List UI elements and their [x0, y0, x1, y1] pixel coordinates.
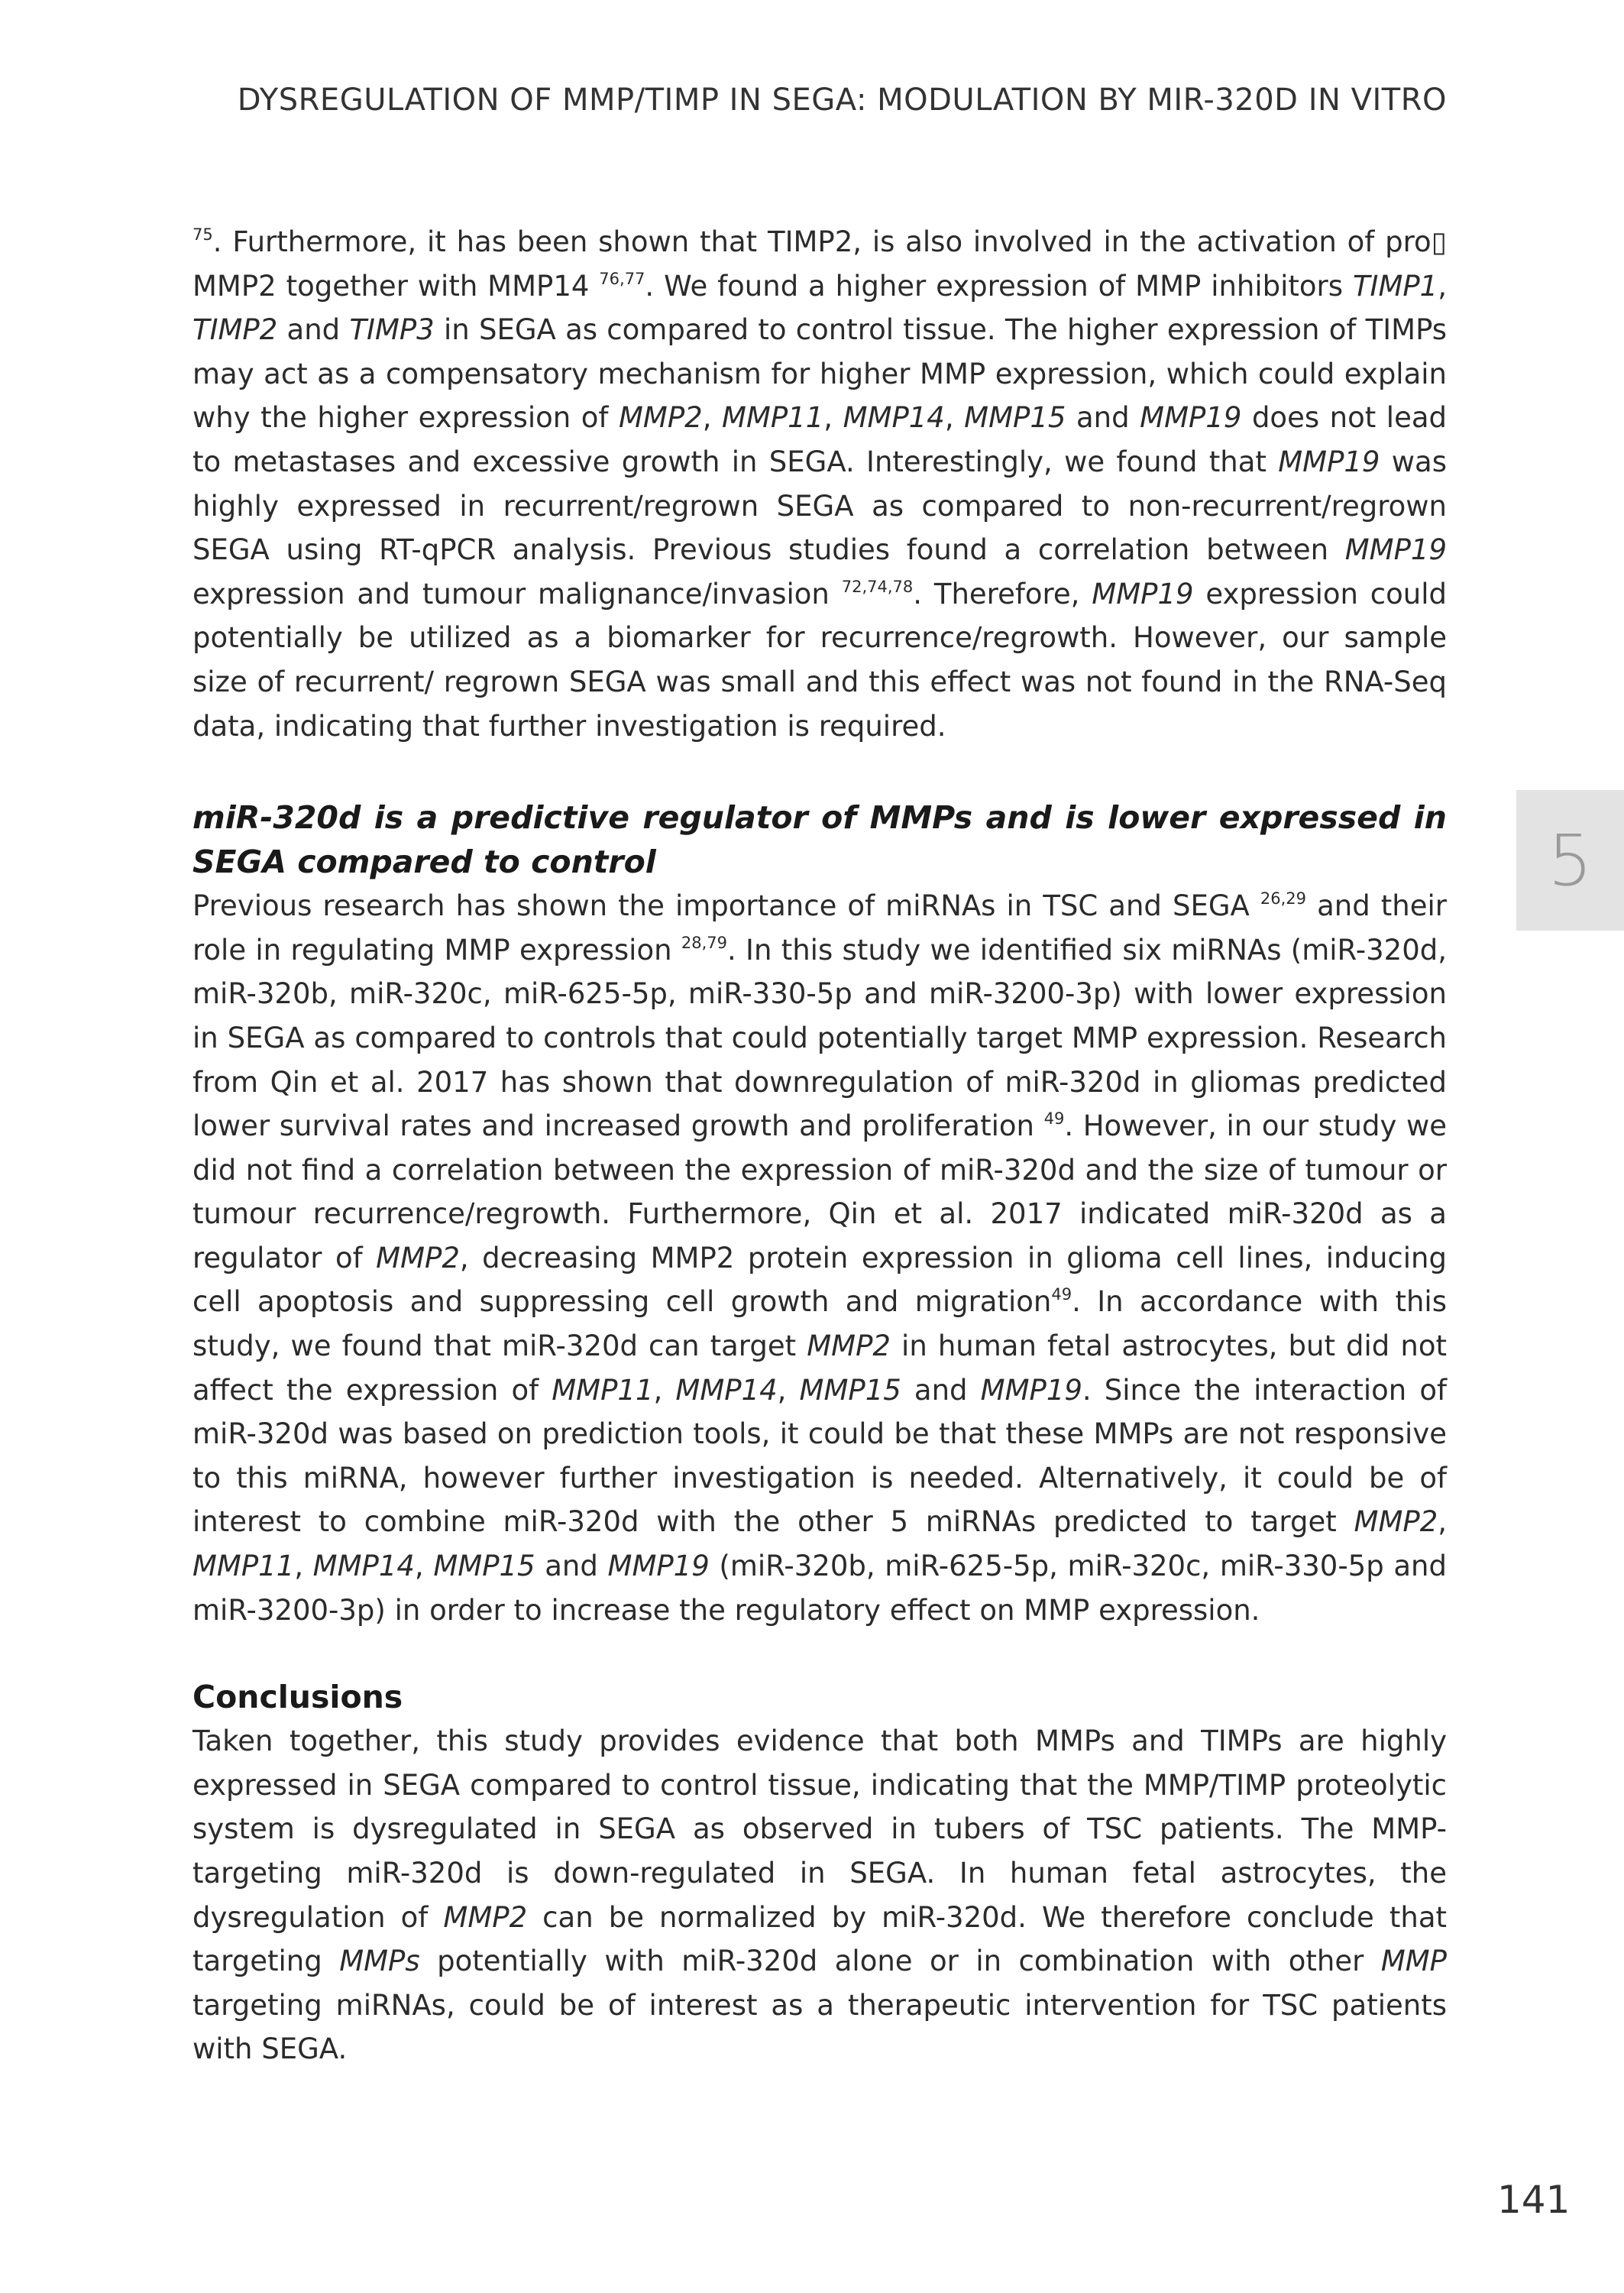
gene-name: MMP2 — [443, 1900, 528, 1934]
gene-name: MMP2 — [618, 401, 703, 435]
gene-name: MMP19 — [607, 1550, 710, 1583]
chapter-number: 5 — [1548, 819, 1593, 902]
running-header: DYSREGULATION OF MMP/TIMP IN SEGA: MODULATION BY MIR-320D IN VITRO — [237, 83, 1447, 118]
paragraph-conclusions: Taken together, this study provides evidence that both MMPs and TIMPs are highly expressed in SEGA compared to control tissue, indicating that the MMP/TIMP proteolytic system is dysregulated in SEGA as observed in tubers of TSC patients. The MMP-targeting miR-320d is down-regulated in SEGA. In human fetal astrocytes, the dysregulation of MMP2 can be normalized by miR-320d. We therefore conclude that targeting MMPs potentially with miR-320d alone or in combination with other MMP targeting miRNAs, could be of interest as a therapeutic intervention for TSC patients with SEGA. — [192, 1725, 1447, 2066]
citation-ref: 28,79 — [681, 933, 727, 952]
gene-name: MMP19 — [1140, 401, 1242, 435]
gene-name: MMP19 — [1344, 533, 1447, 567]
gene-name: MMP19 — [1278, 445, 1380, 478]
gene-name: TIMP3 — [349, 313, 435, 347]
gene-name: MMP19 — [980, 1373, 1082, 1407]
citation-ref: 26,29 — [1260, 889, 1307, 908]
gene-name: MMP11 — [552, 1373, 654, 1407]
gene-name: MMP14 — [675, 1373, 778, 1407]
gene-name: MMP15 — [964, 401, 1066, 435]
section-heading-mir320d: miR-320d is a predictive regulator of MMPs and is lower expressed in SEGA compared to control — [192, 799, 1447, 881]
gene-name: MMP15 — [433, 1550, 535, 1583]
gene-name: MMP2 — [376, 1241, 460, 1274]
gene-name: MMP19 — [1092, 577, 1194, 610]
gene-name: MMP14 — [312, 1550, 415, 1583]
gene-name: MMP14 — [843, 401, 945, 435]
gene-name: TIMP2 — [192, 313, 278, 347]
gene-name: MMP2 — [1354, 1505, 1438, 1539]
citation-ref: 49 — [1051, 1285, 1072, 1304]
page-number: 141 — [1497, 2178, 1571, 2222]
gene-name: MMP11 — [722, 401, 824, 435]
gene-name: MMP15 — [799, 1373, 901, 1407]
citation-ref: 76,77 — [599, 269, 645, 288]
gene-name: MMP — [1380, 1945, 1447, 1978]
chapter-tab — [1516, 790, 1624, 931]
gene-name: MMP2 — [807, 1329, 891, 1363]
body-text — [192, 220, 1447, 2071]
gene-name: MMPs — [339, 1945, 420, 1978]
paragraph-mmp19: $^{75}$. Furthermore, it has been shown that TIMP2, is also involved in the activation of pro▯ MMP2 together with MMP14 $^{76,77}$. We found a higher expression of MMP inhibitors TIMP1, TIMP2 and TIMP3 in SEGA as compared to control tissue. The higher expression of TIMPs may act as a compensatory mechanism for higher MMP expression, which could explain why the higher expression of MMP2, MMP11, MMP14, MMP15 and MMP19 does not lead to metastases and excessive growth in SEGA. Interestingly, we found that MMP19 was highly expressed in recurrent/regrown SEGA as compared to non-recurrent/regrown SEGA using RT-qPCR analysis. Previous studies found a correlation between MMP19 expression and tumour malignance/invasion $^{72,74,78}$. Therefore, MMP19 expression could potentially be utilized as a biomarker for recurrence/regrowth. However, our sample size of recurrent/ regrown SEGA was small and this effect was not found in the RNA-Seq data, indicating that further investigation is required. — [192, 225, 1448, 743]
section-heading-conclusions: Conclusions — [192, 1679, 403, 1716]
citation-ref: 49 — [1043, 1109, 1065, 1129]
citation-ref: 75 — [192, 225, 213, 244]
gene-name: MMP11 — [192, 1550, 295, 1583]
gene-name: TIMP1 — [1352, 269, 1438, 303]
paragraph-mir320d: Previous research has shown the importance of miRNAs in TSC and SEGA $^{26,29}$ and their role in regulating MMP expression $^{28,79}$. In this study we identified six miRNAs (miR-320d, miR-320b, miR-320c, miR-625-5p, miR-330-5p and miR-3200-3p) with lower expression in SEGA as compared to controls that could potentially target MMP expression. Research from Qin et al. 2017 has shown that downregulation of miR-320d in gliomas predicted lower survival rates and increased growth and proliferation $^{49}$. However, in our study we did not find a correlation between the expression of miR-320d and the size of tumour or tumour recurrence/regrowth. Furthermore, Qin et al. 2017 indicated miR-320d as a regulator of MMP2, decreasing MMP2 protein expression in glioma cell lines, inducing cell apoptosis and suppressing cell growth and migration$^{49}$. In accordance with this study, we found that miR-320d can target MMP2 in human fetal astrocytes, but did not affect the expression of MMP11, MMP14, MMP15 and MMP19. Since the interaction of miR-320d was based on prediction tools, it could be that these MMPs are not responsive to this miRNA, however further investigation is needed. Alternatively, it could be of interest to combine miR-320d with the other 5 miRNAs predicted to target MMP2, MMP11, MMP14, MMP15 and MMP19 (miR-320b, miR-625-5p, miR-320c, miR-330-5p and miR-3200-3p) in order to increase the regulatory effect on MMP expression. — [192, 889, 1448, 1627]
citation-ref: 72,74,78 — [841, 577, 914, 596]
